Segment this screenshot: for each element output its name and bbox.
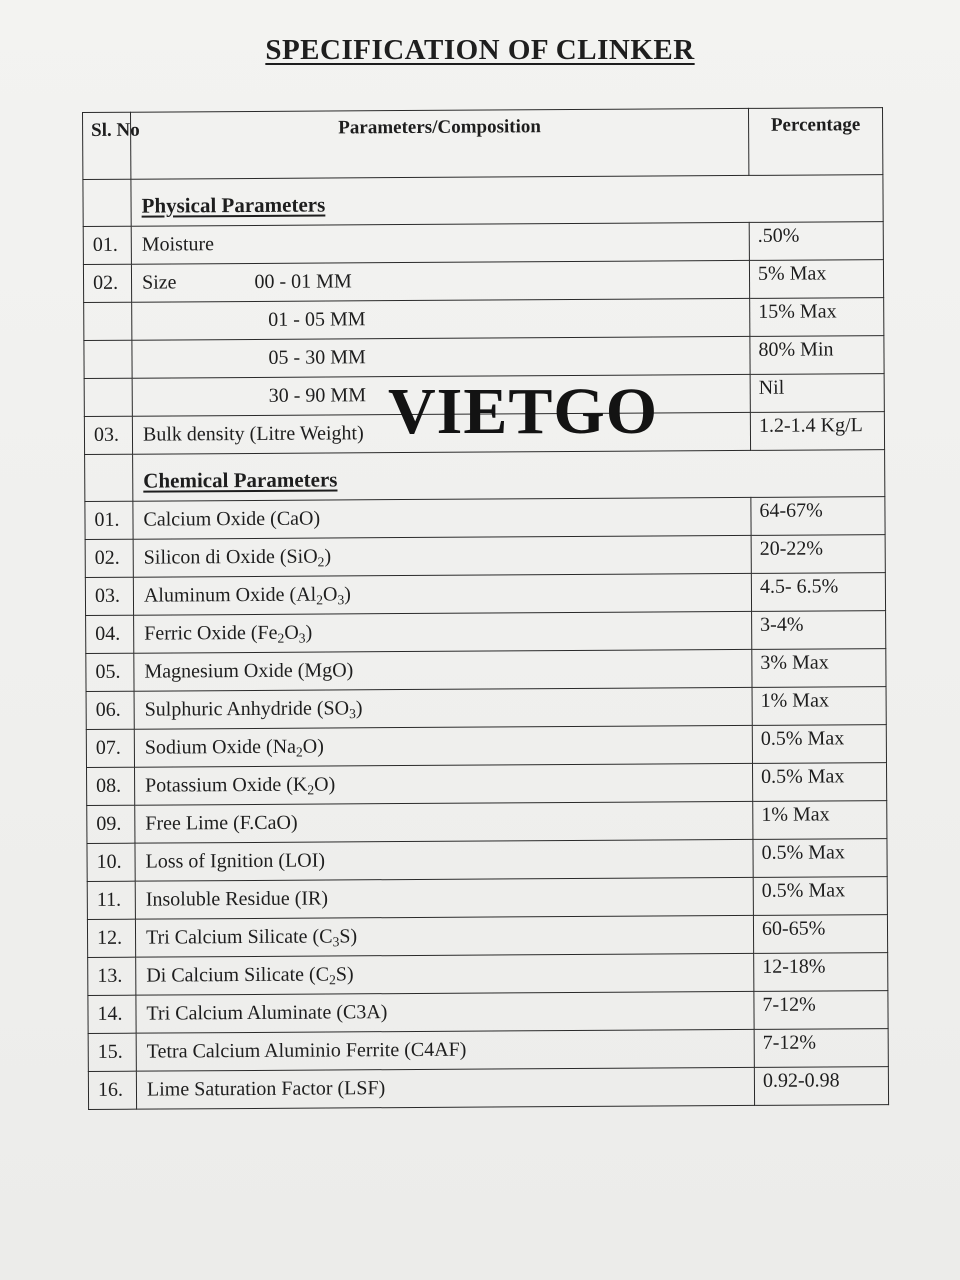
parameter-text: Tetra Calcium Aluminio Ferrite (C4AF) [146,1038,467,1063]
row-number: 06. [86,691,134,729]
row-number: 13. [88,957,136,995]
row-value: 0.5% Max [752,725,886,764]
parameter-text: Tri Calcium Silicate (C [145,925,333,949]
parameter-text: Loss of Ignition (LOI) [145,849,326,873]
row-parameter [134,725,752,767]
row-parameter [134,611,752,653]
table-row [86,649,886,692]
parameter-text: ) [344,583,351,606]
row-number: 12. [87,919,135,957]
row-value: 4.5- 6.5% [751,573,885,612]
row-value: 3% Max [752,649,886,688]
subscript: 2 [295,744,303,760]
row-parameter: Moisture [131,222,749,264]
parameter-text: Aluminum Oxide (Al [143,583,317,607]
parameter-text: Silicon di Oxide (SiO [143,545,318,569]
row-parameter [133,573,751,615]
row-number: 02. [85,539,133,577]
row-parameter [133,497,751,539]
size-range: 00 - 01 MM [254,270,352,293]
table-row [84,298,884,341]
row-number: 02. [83,264,131,302]
row-parameter [136,953,754,995]
table-row [88,953,888,996]
subscript: 3 [349,706,356,722]
row-number: 11. [87,881,135,919]
row-number: 01. [85,501,133,539]
row-parameter [131,260,749,302]
row-number: 03. [85,577,133,615]
parameter-text: Insoluble Residue (IR) [145,887,329,911]
row-value: 3-4% [752,611,886,650]
header-serial-no: Sl. No [83,112,131,179]
table-row [87,839,887,882]
row-parameter [132,336,750,378]
size-label: Size [141,271,177,294]
table-row [85,573,885,616]
row-value: 1% Max [753,801,887,840]
row-value: 1.2-1.4 Kg/L [750,412,884,451]
row-parameter [135,763,753,805]
row-value: 12-18% [754,953,888,992]
row-parameter [135,839,753,881]
parameter-text: Di Calcium Silicate (C [146,963,330,987]
parameter-text: Sulphuric Anhydride (SO [144,697,350,721]
parameter-text: O [284,621,299,644]
parameter-text: ) [305,621,313,644]
row-value: 1% Max [752,687,886,726]
table-row [83,260,883,303]
row-number: 09. [87,805,135,843]
row-value: 5% Max [749,260,883,299]
table-row [88,1029,888,1072]
subscript: 2 [277,630,285,646]
parameter-text: ) [324,545,332,568]
row-value: 0.92-0.98 [754,1067,888,1106]
row-parameter [134,687,752,729]
row-value: 0.5% Max [753,839,887,878]
parameter-text: Free Lime (F.CaO) [145,811,298,835]
parameter-text: Magnesium Oxide (MgO) [144,659,354,683]
table-row [83,222,883,265]
subscript: 2 [329,972,336,988]
row-value: 64-67% [751,497,885,536]
row-value: 7-12% [754,991,888,1030]
subscript: 3 [332,934,340,950]
subscript: 2 [317,554,325,570]
table-row [86,611,886,654]
header-percentage: Percentage [748,108,882,176]
row-parameter [135,915,753,957]
parameter-text: O) [302,735,324,758]
row-number: 03. [84,416,132,454]
table-row [87,801,887,844]
section-title-chemical: Chemical Parameters [133,450,885,502]
parameter-text: Sodium Oxide (Na [144,735,297,759]
table-row [84,336,884,379]
table-row [86,687,886,730]
parameter-text: ) [355,697,363,720]
subscript: 3 [337,592,345,608]
row-value: 80% Min [750,336,884,375]
row-value: Nil [750,374,884,413]
size-range: 05 - 30 MM [268,346,366,369]
row-number: 01. [83,226,131,264]
row-parameter [132,298,750,340]
row-number: 15. [88,1033,136,1071]
parameter-text: Potassium Oxide (K [145,773,308,797]
row-number: 05. [86,653,134,691]
parameter-text: Lime Saturation Factor (LSF) [146,1077,386,1101]
table-row [85,535,885,578]
row-parameter [135,801,753,843]
subscript: 2 [316,592,324,608]
header-parameters: Parameters/Composition [131,108,749,179]
watermark-logo: VIETGO [388,375,659,448]
row-number: 14. [88,995,136,1033]
row-number: 04. [86,615,134,653]
parameter-text: Tri Calcium Aluminate (C3A) [146,1001,388,1025]
row-parameter [133,535,751,577]
table-row [85,497,885,540]
specification-table [82,107,889,1110]
table-row [88,991,888,1034]
row-number: 08. [87,767,135,805]
parameter-text: O [322,583,338,606]
row-value: 0.5% Max [752,763,886,802]
row-parameter [136,991,754,1033]
table-row [87,763,887,806]
row-value: 15% Max [750,298,884,337]
row-value: 0.5% Max [753,877,887,916]
row-value: 20-22% [751,535,885,574]
row-parameter [136,1067,754,1109]
section-row-physical [83,175,883,227]
subscript: 2 [307,782,315,798]
row-value: 60-65% [753,915,887,954]
parameter-text: Ferric Oxide (Fe [144,621,278,645]
row-value: .50% [749,222,883,261]
row-parameter [134,649,752,691]
row-number: 10. [87,843,135,881]
subscript: 3 [298,630,306,646]
row-value: 7-12% [754,1029,888,1068]
size-range: 01 - 05 MM [268,308,366,331]
section-title-physical: Physical Parameters [131,175,883,227]
section-row-chemical [85,450,885,502]
parameter-text: Calcium Oxide (CaO) [143,507,321,531]
parameter-text: S) [339,925,358,948]
parameter-text: O) [314,773,336,796]
size-range: 30 - 90 MM [268,384,367,407]
row-parameter [135,877,753,919]
table-row [86,725,886,768]
row-parameter: Bulk density (Litre Weight) [132,412,750,454]
table-row [87,915,887,958]
table-header-row [83,108,883,180]
row-number: 16. [88,1071,136,1109]
table-row [87,877,887,920]
document-title: SPECIFICATION OF CLINKER [265,34,695,66]
row-number: 07. [86,729,134,767]
parameter-text: S) [335,963,354,986]
table-row [88,1067,888,1110]
row-parameter [136,1029,754,1071]
